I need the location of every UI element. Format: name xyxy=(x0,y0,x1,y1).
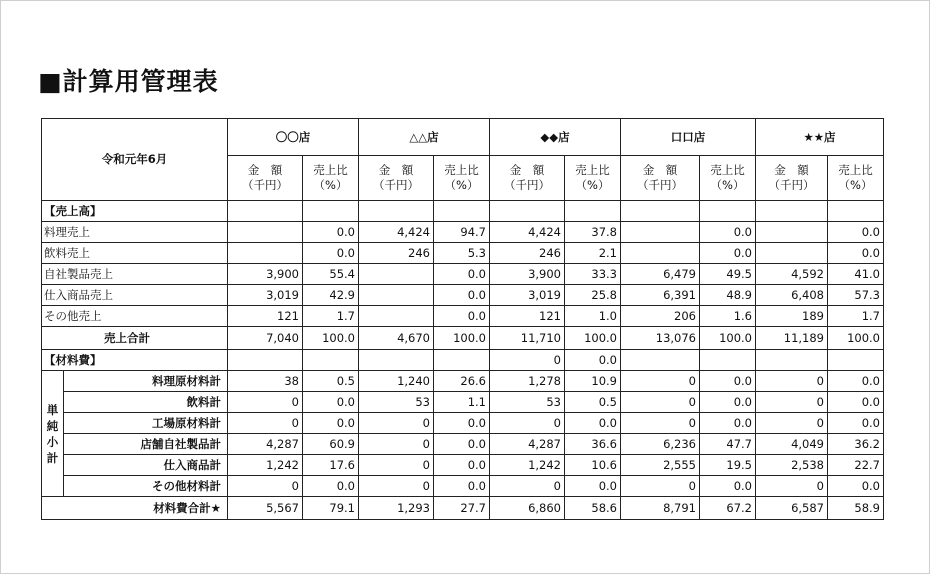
section-label: 【材料費】 xyxy=(42,350,228,371)
ratio-cell: 0.0 xyxy=(434,306,490,327)
section-label: 【売上高】 xyxy=(42,201,228,222)
amount-cell: 121 xyxy=(490,306,565,327)
ratio-cell: 19.5 xyxy=(700,455,756,476)
ratio-cell: 100.0 xyxy=(434,327,490,350)
ratio-cell: 49.5 xyxy=(700,264,756,285)
amount-cell: 1,242 xyxy=(490,455,565,476)
table-row xyxy=(42,371,884,392)
table-row xyxy=(42,222,884,243)
ratio-cell: 67.2 xyxy=(700,497,756,520)
ratio-cell: 0.0 xyxy=(828,371,884,392)
amount-cell: 3,900 xyxy=(490,264,565,285)
amount-cell: 0 xyxy=(228,476,303,497)
amount-cell: 2,555 xyxy=(621,455,700,476)
ratio-column-header: 売上比 （%） xyxy=(700,156,756,201)
amount-cell: 1,240 xyxy=(359,371,434,392)
material-total-row xyxy=(42,497,884,520)
ratio-cell: 0.0 xyxy=(828,413,884,434)
section-row xyxy=(42,201,884,222)
amount-cell: 0 xyxy=(228,413,303,434)
row-label: 工場原材料計 xyxy=(64,413,228,434)
ratio-cell: 10.9 xyxy=(565,371,621,392)
empty-cell xyxy=(434,201,490,222)
ratio-cell: 100.0 xyxy=(303,327,359,350)
amount-cell: 6,479 xyxy=(621,264,700,285)
amount-cell: 4,049 xyxy=(756,434,828,455)
row-label: 材料費合計★ xyxy=(42,497,228,520)
empty-cell xyxy=(565,201,621,222)
page-title: ■計算用管理表 xyxy=(38,67,219,96)
ratio-cell: 37.8 xyxy=(565,222,621,243)
amount-cell xyxy=(621,243,700,264)
row-label: 売上合計 xyxy=(42,327,228,350)
ratio-column-header: 売上比 （%） xyxy=(303,156,359,201)
sales-total-row xyxy=(42,327,884,350)
amount-cell: 11,189 xyxy=(756,327,828,350)
ratio-cell: 0.0 xyxy=(828,243,884,264)
amount-cell: 189 xyxy=(756,306,828,327)
ratio-cell: 0.5 xyxy=(565,392,621,413)
store-header: △△店 xyxy=(359,119,490,156)
ratio-cell: 55.4 xyxy=(303,264,359,285)
row-label: 店舗自社製品計 xyxy=(64,434,228,455)
amount-cell: 0 xyxy=(621,392,700,413)
amount-cell: 0 xyxy=(490,413,565,434)
ratio-cell: 5.3 xyxy=(434,243,490,264)
amount-cell xyxy=(228,243,303,264)
amount-cell: 38 xyxy=(228,371,303,392)
ratio-cell: 0.0 xyxy=(700,392,756,413)
amount-cell: 0 xyxy=(621,371,700,392)
ratio-cell: 1.0 xyxy=(565,306,621,327)
amount-cell: 0 xyxy=(228,392,303,413)
ratio-cell: 36.6 xyxy=(565,434,621,455)
amount-cell: 0 xyxy=(359,413,434,434)
amount-cell xyxy=(756,350,828,371)
ratio-cell: 0.0 xyxy=(303,243,359,264)
amount-cell: 0 xyxy=(359,476,434,497)
row-label: その他売上 xyxy=(42,306,228,327)
ratio-cell: 1.6 xyxy=(700,306,756,327)
ratio-cell: 0.0 xyxy=(700,243,756,264)
ratio-cell: 0.5 xyxy=(303,371,359,392)
amount-cell: 0 xyxy=(490,476,565,497)
ratio-cell: 1.1 xyxy=(434,392,490,413)
amount-cell: 246 xyxy=(490,243,565,264)
amount-cell: 4,287 xyxy=(490,434,565,455)
amount-cell: 2,538 xyxy=(756,455,828,476)
amount-cell xyxy=(621,222,700,243)
amount-cell: 53 xyxy=(359,392,434,413)
ratio-cell: 0.0 xyxy=(303,222,359,243)
amount-cell xyxy=(228,350,303,371)
amount-cell: 4,424 xyxy=(359,222,434,243)
amount-cell xyxy=(621,350,700,371)
side-label: 単 純 小 計 xyxy=(42,371,64,497)
ratio-column-header: 売上比 （%） xyxy=(434,156,490,201)
amount-cell xyxy=(756,243,828,264)
ratio-column-header: 売上比 （%） xyxy=(828,156,884,201)
amount-cell xyxy=(756,222,828,243)
amount-cell: 3,019 xyxy=(490,285,565,306)
table-row xyxy=(42,243,884,264)
store-header-row xyxy=(42,119,884,156)
ratio-cell: 0.0 xyxy=(303,392,359,413)
amount-cell: 6,587 xyxy=(756,497,828,520)
amount-cell: 0 xyxy=(756,476,828,497)
ratio-cell: 36.2 xyxy=(828,434,884,455)
ratio-column-header: 売上比 （%） xyxy=(565,156,621,201)
amount-cell: 0 xyxy=(490,350,565,371)
amount-cell: 0 xyxy=(621,476,700,497)
ratio-cell: 0.0 xyxy=(700,222,756,243)
ratio-cell: 0.0 xyxy=(303,413,359,434)
store-header: 口口店 xyxy=(621,119,756,156)
ratio-cell: 100.0 xyxy=(565,327,621,350)
amount-cell: 4,592 xyxy=(756,264,828,285)
ratio-cell: 25.8 xyxy=(565,285,621,306)
amount-cell: 4,287 xyxy=(228,434,303,455)
amount-cell: 121 xyxy=(228,306,303,327)
row-label: その他材料計 xyxy=(64,476,228,497)
amount-cell: 7,040 xyxy=(228,327,303,350)
ratio-cell: 10.6 xyxy=(565,455,621,476)
empty-cell xyxy=(490,201,565,222)
amount-cell: 0 xyxy=(359,434,434,455)
table-row xyxy=(42,455,884,476)
amount-cell: 4,424 xyxy=(490,222,565,243)
amount-cell: 6,236 xyxy=(621,434,700,455)
store-header: ◆◆店 xyxy=(490,119,621,156)
ratio-cell xyxy=(828,350,884,371)
ratio-cell: 0.0 xyxy=(303,476,359,497)
ratio-cell: 0.0 xyxy=(434,434,490,455)
ratio-cell: 0.0 xyxy=(828,392,884,413)
amount-cell: 5,567 xyxy=(228,497,303,520)
amount-cell xyxy=(359,285,434,306)
ratio-cell: 47.7 xyxy=(700,434,756,455)
ratio-cell: 0.0 xyxy=(828,222,884,243)
table-row xyxy=(42,285,884,306)
amount-cell xyxy=(228,222,303,243)
ratio-cell: 0.0 xyxy=(700,371,756,392)
empty-cell xyxy=(700,201,756,222)
row-label: 仕入商品売上 xyxy=(42,285,228,306)
ratio-cell: 94.7 xyxy=(434,222,490,243)
amount-cell: 0 xyxy=(621,413,700,434)
amount-cell: 11,710 xyxy=(490,327,565,350)
ratio-cell: 0.0 xyxy=(565,476,621,497)
ratio-cell: 0.0 xyxy=(434,476,490,497)
amount-cell: 3,900 xyxy=(228,264,303,285)
amount-cell: 206 xyxy=(621,306,700,327)
table-row xyxy=(42,264,884,285)
amount-cell: 6,408 xyxy=(756,285,828,306)
amount-cell: 13,076 xyxy=(621,327,700,350)
ratio-cell: 0.0 xyxy=(700,476,756,497)
table-row xyxy=(42,413,884,434)
amount-cell: 0 xyxy=(756,371,828,392)
ratio-cell: 0.0 xyxy=(565,350,621,371)
ratio-cell xyxy=(700,350,756,371)
empty-cell xyxy=(359,201,434,222)
amount-cell: 1,278 xyxy=(490,371,565,392)
row-label: 料理売上 xyxy=(42,222,228,243)
ratio-cell: 0.0 xyxy=(828,476,884,497)
row-label: 料理原材料計 xyxy=(64,371,228,392)
amount-cell: 3,019 xyxy=(228,285,303,306)
amount-cell xyxy=(359,350,434,371)
amount-cell: 53 xyxy=(490,392,565,413)
ratio-cell: 0.0 xyxy=(434,264,490,285)
amount-cell: 0 xyxy=(756,413,828,434)
amount-cell: 4,670 xyxy=(359,327,434,350)
ratio-cell: 0.0 xyxy=(434,455,490,476)
row-label: 仕入商品計 xyxy=(64,455,228,476)
ratio-cell: 60.9 xyxy=(303,434,359,455)
empty-cell xyxy=(228,201,303,222)
ratio-cell: 1.7 xyxy=(303,306,359,327)
row-label: 飲料売上 xyxy=(42,243,228,264)
amount-cell: 6,860 xyxy=(490,497,565,520)
row-label: 自社製品売上 xyxy=(42,264,228,285)
amount-cell: 8,791 xyxy=(621,497,700,520)
ratio-cell: 0.0 xyxy=(700,413,756,434)
ratio-cell: 0.0 xyxy=(434,285,490,306)
ratio-cell: 0.0 xyxy=(565,413,621,434)
ratio-cell: 79.1 xyxy=(303,497,359,520)
amount-cell: 1,242 xyxy=(228,455,303,476)
ratio-cell: 1.7 xyxy=(828,306,884,327)
amount-column-header: 金 額 （千円） xyxy=(756,156,828,201)
empty-cell xyxy=(756,201,828,222)
ratio-cell: 48.9 xyxy=(700,285,756,306)
amount-column-header: 金 額 （千円） xyxy=(228,156,303,201)
period-cell: 令和元年6月 xyxy=(42,119,228,201)
amount-column-header: 金 額 （千円） xyxy=(490,156,565,201)
amount-cell: 246 xyxy=(359,243,434,264)
store-header: 〇〇店 xyxy=(228,119,359,156)
amount-cell: 0 xyxy=(756,392,828,413)
empty-cell xyxy=(621,201,700,222)
ratio-cell: 22.7 xyxy=(828,455,884,476)
ratio-cell: 0.0 xyxy=(434,413,490,434)
ratio-cell: 17.6 xyxy=(303,455,359,476)
ratio-cell xyxy=(434,350,490,371)
ratio-cell: 100.0 xyxy=(828,327,884,350)
amount-cell: 6,391 xyxy=(621,285,700,306)
ratio-cell: 27.7 xyxy=(434,497,490,520)
section-row xyxy=(42,350,884,371)
amount-cell xyxy=(359,306,434,327)
ratio-cell: 58.6 xyxy=(565,497,621,520)
table-row xyxy=(42,476,884,497)
amount-column-header: 金 額 （千円） xyxy=(359,156,434,201)
ratio-cell: 2.1 xyxy=(565,243,621,264)
management-table xyxy=(41,118,884,520)
table-row xyxy=(42,434,884,455)
table-row xyxy=(42,392,884,413)
store-header: ★★店 xyxy=(756,119,884,156)
ratio-cell: 26.6 xyxy=(434,371,490,392)
empty-cell xyxy=(303,201,359,222)
empty-cell xyxy=(828,201,884,222)
ratio-cell: 58.9 xyxy=(828,497,884,520)
ratio-cell: 42.9 xyxy=(303,285,359,306)
amount-cell: 1,293 xyxy=(359,497,434,520)
ratio-cell: 33.3 xyxy=(565,264,621,285)
amount-cell xyxy=(359,264,434,285)
amount-column-header: 金 額 （千円） xyxy=(621,156,700,201)
ratio-cell xyxy=(303,350,359,371)
amount-cell: 0 xyxy=(359,455,434,476)
table-row xyxy=(42,306,884,327)
ratio-cell: 41.0 xyxy=(828,264,884,285)
row-label: 飲料計 xyxy=(64,392,228,413)
ratio-cell: 100.0 xyxy=(700,327,756,350)
ratio-cell: 57.3 xyxy=(828,285,884,306)
